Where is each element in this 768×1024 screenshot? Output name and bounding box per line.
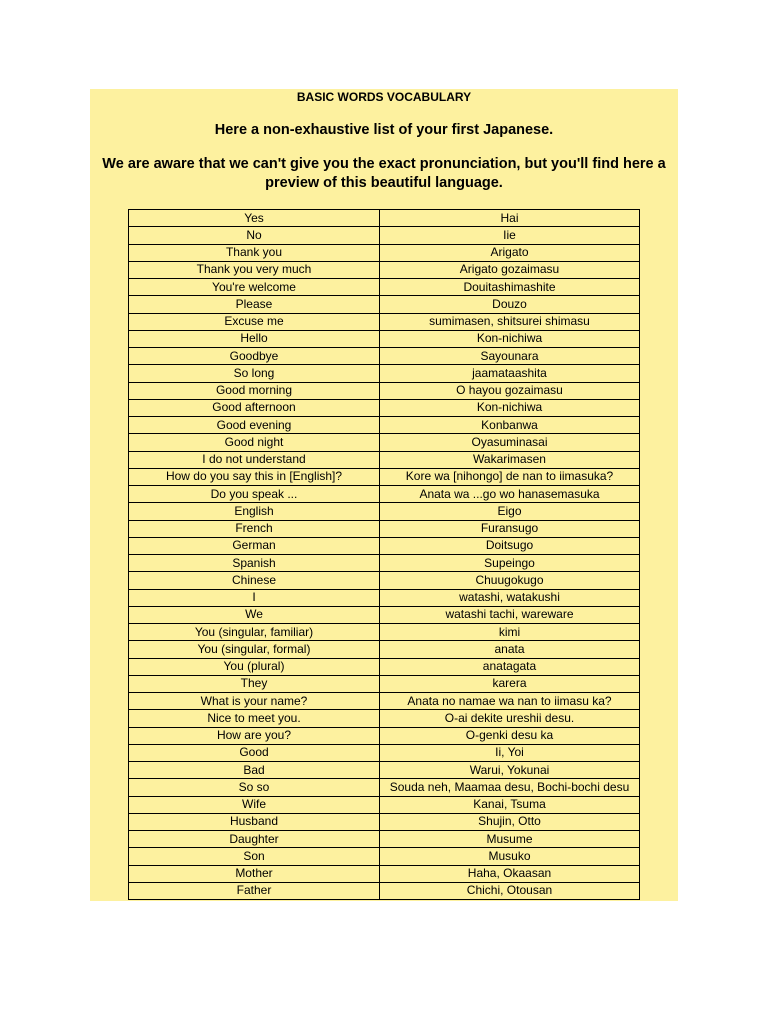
english-word-cell: Good night	[129, 434, 380, 451]
english-word-cell: Do you speak ...	[129, 486, 380, 503]
english-word-cell: Please	[129, 296, 380, 313]
english-word-cell: Husband	[129, 813, 380, 830]
japanese-word-cell: Arigato gozaimasu	[380, 261, 640, 278]
english-word-cell: You (plural)	[129, 658, 380, 675]
english-word-cell: Wife	[129, 796, 380, 813]
japanese-word-cell: kimi	[380, 624, 640, 641]
japanese-word-cell: O-genki desu ka	[380, 727, 640, 744]
english-word-cell: I do not understand	[129, 451, 380, 468]
table-row	[129, 330, 640, 347]
japanese-word-cell: Haha, Okaasan	[380, 865, 640, 882]
english-word-cell: So so	[129, 779, 380, 796]
english-word-cell: French	[129, 520, 380, 537]
japanese-word-cell: Warui, Yokunai	[380, 762, 640, 779]
table-row	[129, 537, 640, 554]
table-row	[129, 882, 640, 899]
japanese-word-cell: Chuugokugo	[380, 572, 640, 589]
japanese-word-cell: Souda neh, Maamaa desu, Bochi-bochi desu	[380, 779, 640, 796]
table-row	[129, 796, 640, 813]
table-row	[129, 555, 640, 572]
page-title: BASIC WORDS VOCABULARY	[296, 90, 472, 104]
english-word-cell: Daughter	[129, 831, 380, 848]
japanese-word-cell: Anata wa ...go wo hanasemasuka	[380, 486, 640, 503]
table-row	[129, 848, 640, 865]
vocabulary-table-body	[129, 210, 640, 900]
table-row	[129, 434, 640, 451]
english-word-cell: Son	[129, 848, 380, 865]
japanese-word-cell: Kon-nichiwa	[380, 330, 640, 347]
english-word-cell: You (singular, familiar)	[129, 624, 380, 641]
table-row	[129, 486, 640, 503]
english-word-cell: You're welcome	[129, 279, 380, 296]
japanese-word-cell: Musume	[380, 831, 640, 848]
vocabulary-table	[128, 209, 640, 900]
english-word-cell: How do you say this in [English]?	[129, 468, 380, 485]
english-word-cell: Chinese	[129, 572, 380, 589]
table-row	[129, 261, 640, 278]
japanese-word-cell: Supeingo	[380, 555, 640, 572]
english-word-cell: Goodbye	[129, 348, 380, 365]
english-word-cell: Good evening	[129, 417, 380, 434]
english-word-cell: Excuse me	[129, 313, 380, 330]
table-row	[129, 727, 640, 744]
table-row	[129, 417, 640, 434]
english-word-cell: Yes	[129, 210, 380, 227]
japanese-word-cell: Kanai, Tsuma	[380, 796, 640, 813]
table-row	[129, 279, 640, 296]
japanese-word-cell: Wakarimasen	[380, 451, 640, 468]
table-row	[129, 744, 640, 761]
japanese-word-cell: anatagata	[380, 658, 640, 675]
table-row	[129, 675, 640, 692]
english-word-cell: We	[129, 606, 380, 623]
japanese-word-cell: Doitsugo	[380, 537, 640, 554]
table-row	[129, 658, 640, 675]
table-row	[129, 710, 640, 727]
english-word-cell: Good	[129, 744, 380, 761]
english-word-cell: No	[129, 227, 380, 244]
japanese-word-cell: Furansugo	[380, 520, 640, 537]
english-word-cell: Good morning	[129, 382, 380, 399]
japanese-word-cell: Douitashimashite	[380, 279, 640, 296]
japanese-word-cell: jaamataashita	[380, 365, 640, 382]
japanese-word-cell: Chichi, Otousan	[380, 882, 640, 899]
japanese-word-cell: Anata no namae wa nan to iimasu ka?	[380, 693, 640, 710]
japanese-word-cell: sumimasen, shitsurei shimasu	[380, 313, 640, 330]
table-row	[129, 296, 640, 313]
table-row	[129, 244, 640, 261]
table-row	[129, 503, 640, 520]
intro-paragraph: We are aware that we can't give you the exact pronunciation, but you'll find here a preview of this beautiful language.	[102, 156, 666, 191]
table-row	[129, 779, 640, 796]
table-row	[129, 520, 640, 537]
japanese-word-cell: Iie	[380, 227, 640, 244]
english-word-cell: You (singular, formal)	[129, 641, 380, 658]
table-row	[129, 865, 640, 882]
table-row	[129, 468, 640, 485]
japanese-word-cell: Eigo	[380, 503, 640, 520]
table-row	[129, 210, 640, 227]
english-word-cell: Spanish	[129, 555, 380, 572]
japanese-word-cell: Ii, Yoi	[380, 744, 640, 761]
english-word-cell: Nice to meet you.	[129, 710, 380, 727]
japanese-word-cell: Douzo	[380, 296, 640, 313]
page-subtitle: Here a non-exhaustive list of your first Japanese.	[214, 122, 554, 138]
english-word-cell: Thank you very much	[129, 261, 380, 278]
english-word-cell: Mother	[129, 865, 380, 882]
english-word-cell: Thank you	[129, 244, 380, 261]
table-row	[129, 641, 640, 658]
table-row	[129, 606, 640, 623]
table-row	[129, 313, 640, 330]
english-word-cell: German	[129, 537, 380, 554]
japanese-word-cell: Kore wa [nihongo] de nan to iimasuka?	[380, 468, 640, 485]
table-row	[129, 348, 640, 365]
table-row	[129, 813, 640, 830]
english-word-cell: Good afternoon	[129, 399, 380, 416]
english-word-cell: Hello	[129, 330, 380, 347]
japanese-word-cell: O-ai dekite ureshii desu.	[380, 710, 640, 727]
table-row	[129, 451, 640, 468]
english-word-cell: English	[129, 503, 380, 520]
english-word-cell: They	[129, 675, 380, 692]
table-row	[129, 365, 640, 382]
table-row	[129, 693, 640, 710]
table-row	[129, 589, 640, 606]
english-word-cell: Bad	[129, 762, 380, 779]
japanese-word-cell: Hai	[380, 210, 640, 227]
english-word-cell: I	[129, 589, 380, 606]
japanese-word-cell: watashi tachi, wareware	[380, 606, 640, 623]
table-row	[129, 762, 640, 779]
table-row	[129, 399, 640, 416]
english-word-cell: So long	[129, 365, 380, 382]
japanese-word-cell: anata	[380, 641, 640, 658]
japanese-word-cell: Oyasuminasai	[380, 434, 640, 451]
table-row	[129, 227, 640, 244]
english-word-cell: How are you?	[129, 727, 380, 744]
japanese-word-cell: Musuko	[380, 848, 640, 865]
japanese-word-cell: Arigato	[380, 244, 640, 261]
japanese-word-cell: Shujin, Otto	[380, 813, 640, 830]
table-row	[129, 831, 640, 848]
japanese-word-cell: O hayou gozaimasu	[380, 382, 640, 399]
english-word-cell: What is your name?	[129, 693, 380, 710]
table-row	[129, 572, 640, 589]
japanese-word-cell: watashi, watakushi	[380, 589, 640, 606]
japanese-word-cell: Sayounara	[380, 348, 640, 365]
japanese-word-cell: karera	[380, 675, 640, 692]
table-row	[129, 382, 640, 399]
japanese-word-cell: Konbanwa	[380, 417, 640, 434]
japanese-word-cell: Kon-nichiwa	[380, 399, 640, 416]
english-word-cell: Father	[129, 882, 380, 899]
table-row	[129, 624, 640, 641]
